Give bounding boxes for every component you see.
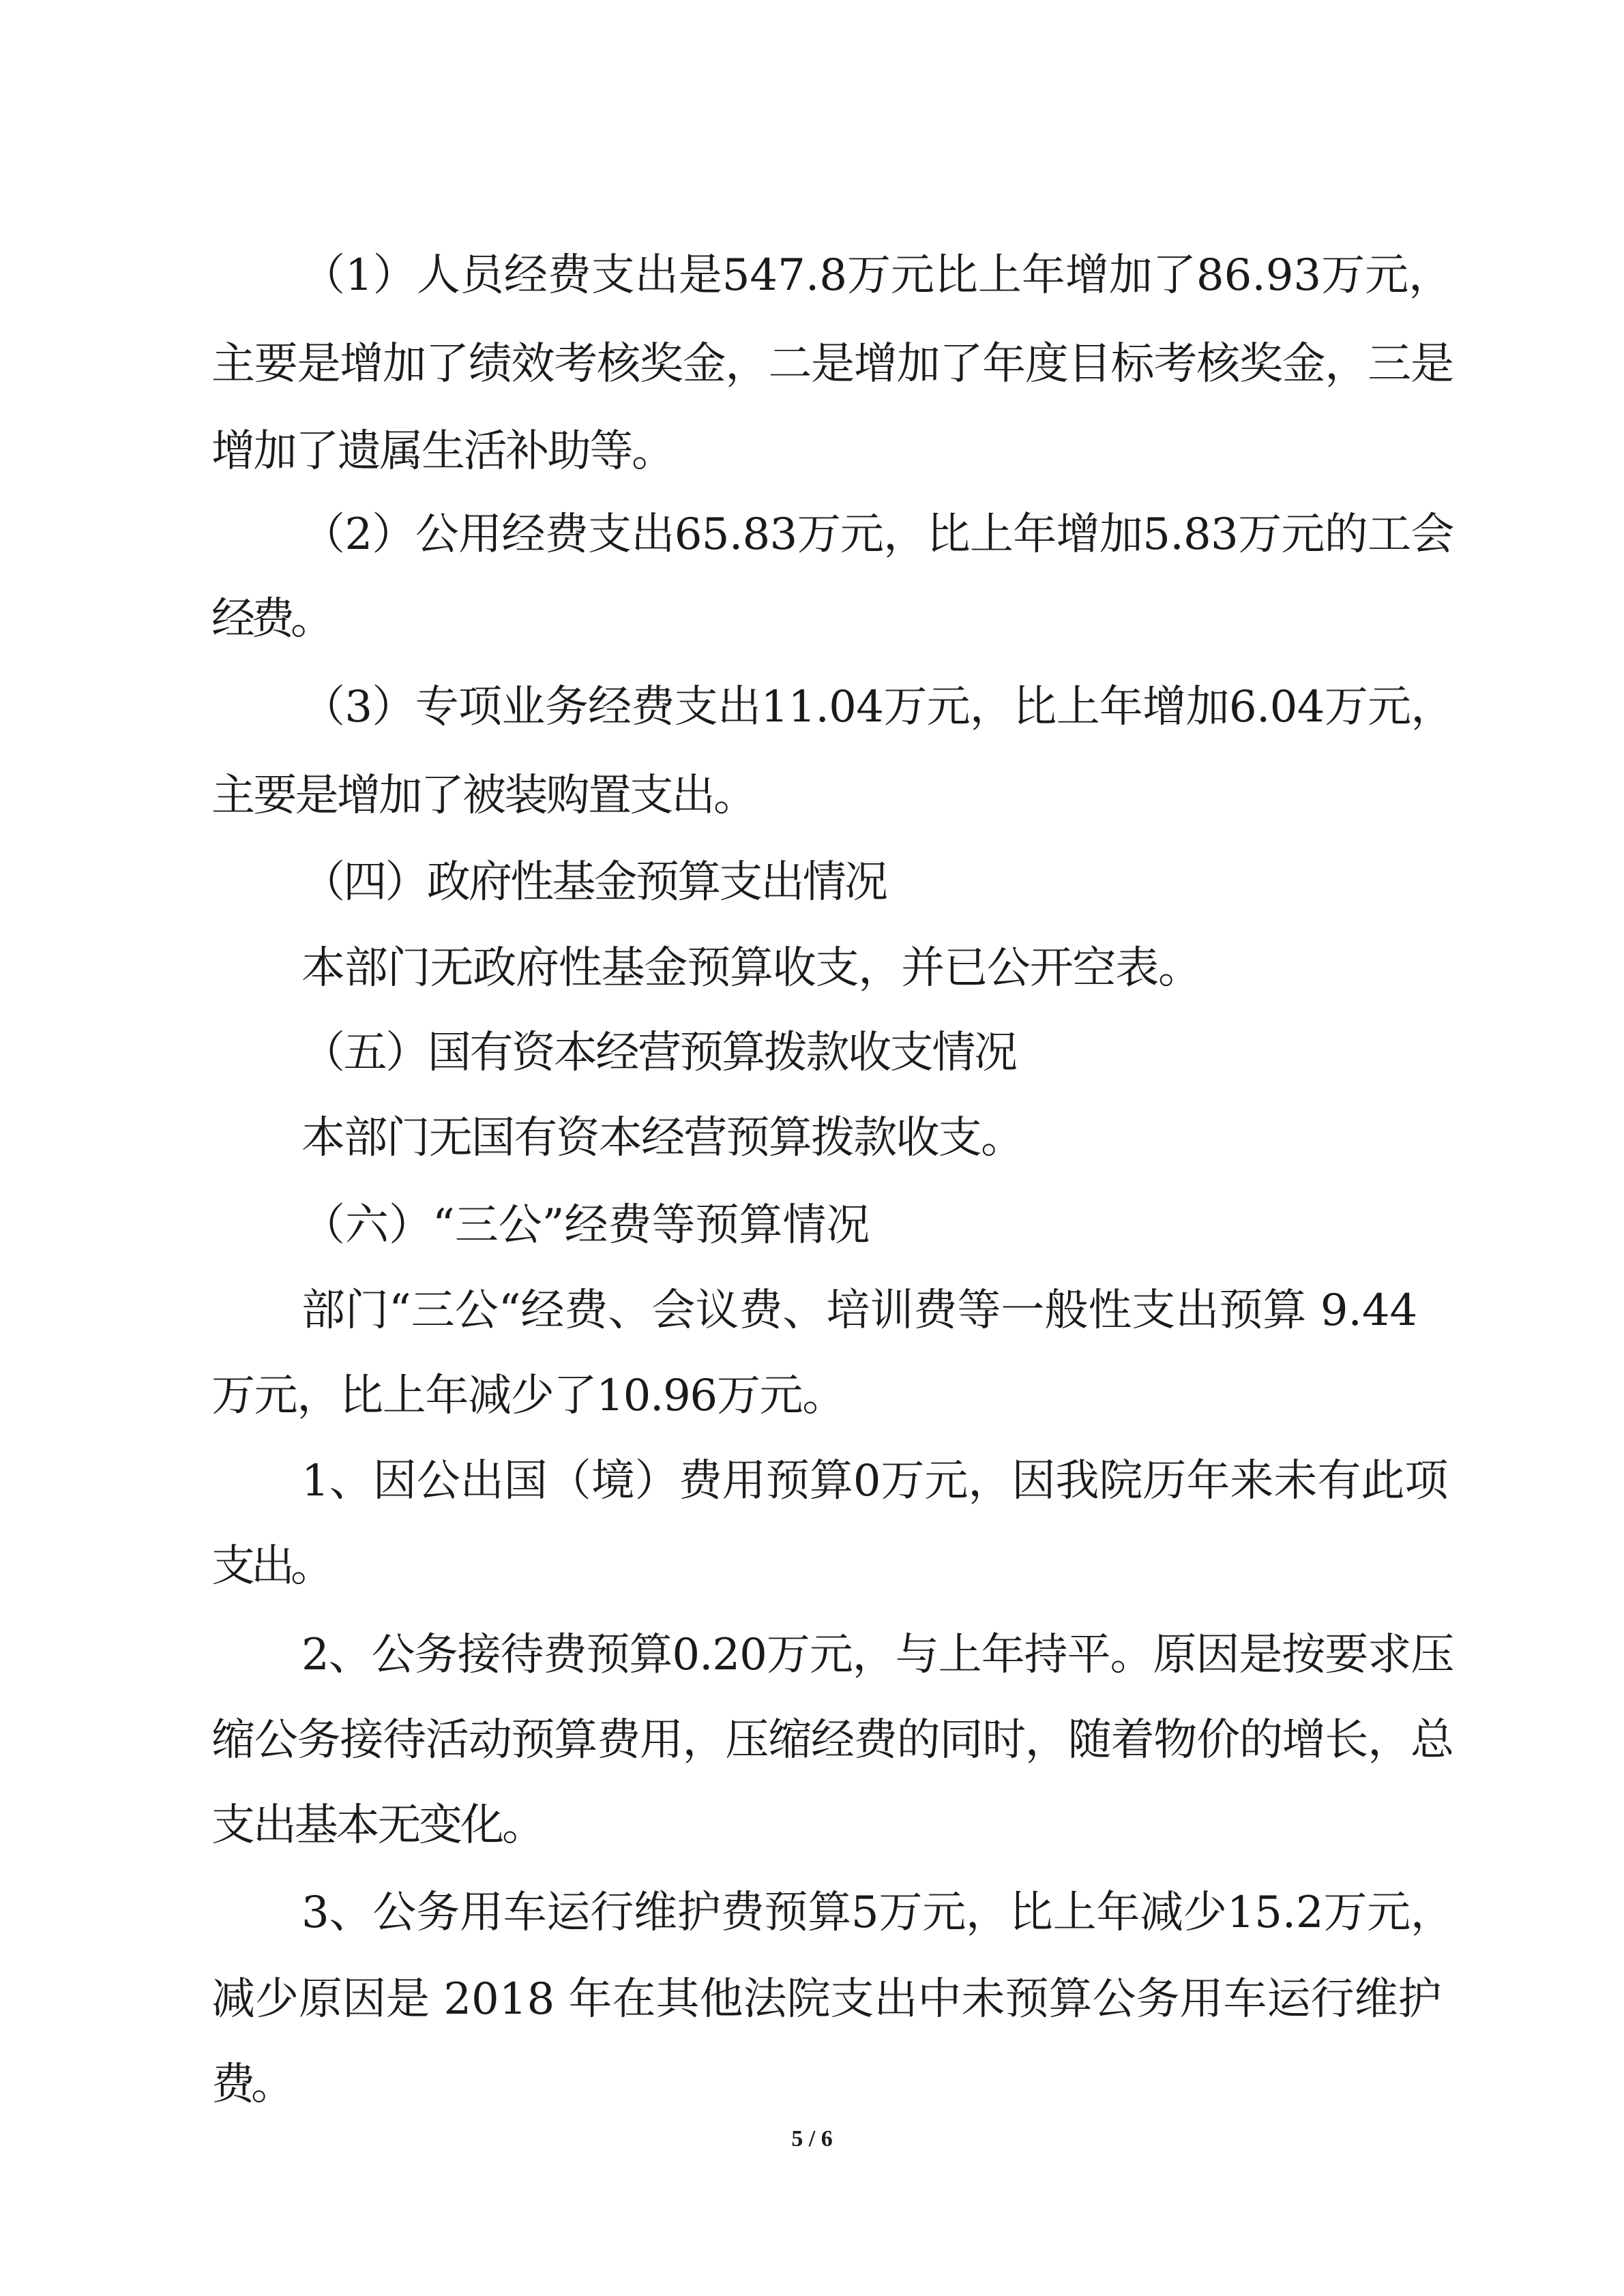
section-heading: （六）“三公”经费等预算情况: [301, 1200, 870, 1251]
text-line: 3、公务用车运行维护费预算5万元，比上年减少15.2万元，: [301, 1888, 1454, 1938]
text-line: 部门“三公“经费、会议费、培训费等一般性支出预算 9.44: [301, 1285, 1418, 1336]
text-line: （3）专项业务经费支出11.04万元，比上年增加6.04万元，: [301, 682, 1454, 732]
text-line: 2、公务接待费预算0.20万元，与上年持平。原因是按要求压: [301, 1630, 1454, 1680]
text-line: 经费。: [211, 594, 330, 644]
text-line: 主要是增加了被装购置支出。: [211, 771, 756, 821]
text-line: 费。: [211, 2059, 291, 2110]
text-line: 增加了遗属生活补助等。: [211, 426, 674, 477]
text-line: 本部门无国有资本经营预算拨款收支。: [301, 1113, 1024, 1163]
text-line: 缩公务接待活动预算费用，压缩经费的同时，随着物价的增长，总: [211, 1715, 1453, 1765]
text-line: （1）人员经费支出是547.8万元比上年增加了86.93万元，: [301, 250, 1453, 301]
text-line: 支出基本无变化。: [211, 1800, 544, 1851]
section-heading: （五）国有资本经营预算拨款收支情况: [301, 1028, 1016, 1078]
text-line: 本部门无政府性基金预算收支，并已公开空表。: [301, 943, 1201, 994]
text-line: 主要是增加了绩效考核奖金，二是增加了年度目标考核奖金，三是: [211, 339, 1453, 389]
text-line: （2）公用经费支出65.83万元，比上年增加5.83万元的工会: [301, 509, 1454, 560]
section-heading: （四）政府性基金预算支出情况: [301, 857, 887, 908]
page-number: 5 / 6: [791, 2126, 833, 2151]
text-line: 1、因公出国（境）费用预算0万元，因我院历年来未有此项: [301, 1456, 1449, 1506]
text-line: 减少原因是 2018 年在其他法院支出中未预算公务用车运行维护: [211, 1974, 1442, 2025]
text-line: 万元，比上年减少了10.96万元。: [211, 1371, 845, 1421]
text-line: 支出。: [211, 1541, 330, 1592]
